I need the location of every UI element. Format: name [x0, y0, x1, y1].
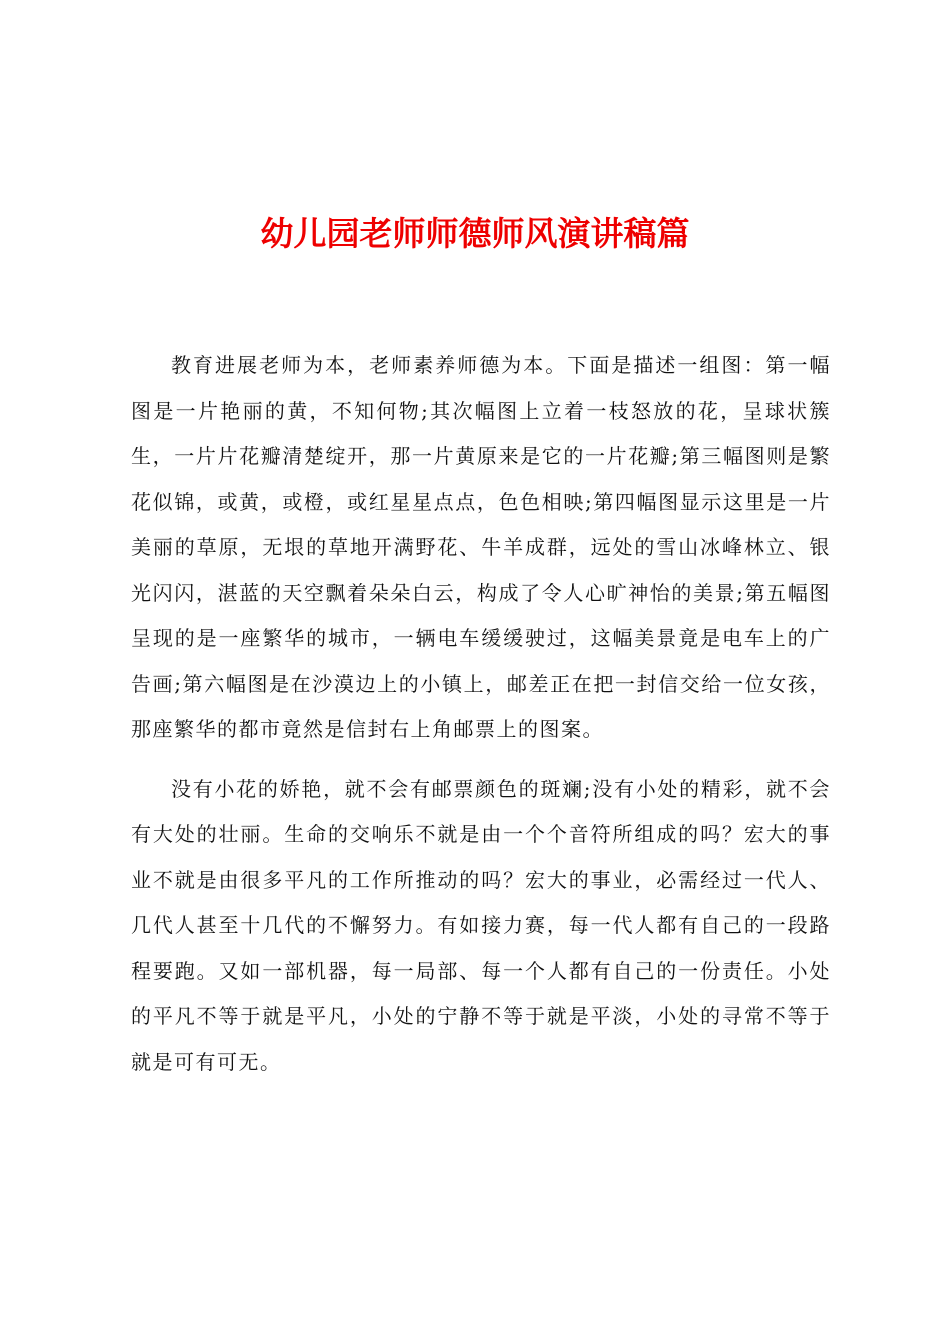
paragraph-2: 没有小花的娇艳，就不会有邮票颜色的斑斓;没有小处的精彩，就不会有大处的壮丽。生命的交响乐不就是由一个个音符所组成的吗？宏大的事业不就是由很多平凡的工作所推动的吗？宏大的事业，必需经过一代人、几代人甚至十几代的不懈努力。有如接力赛，每一代人都有自己的一段路程要跑。又如一部机器，每一局部、每一个人都有自己的一份责任。小处的平凡不等于就是平凡，小处的宁静不等于就是平淡，小处的寻常不等于就是可有可无。 [131, 776, 831, 1074]
paragraph-1: 教育进展老师为本，老师素养师德为本。下面是描述一组图：第一幅图是一片艳丽的黄，不知何物;其次幅图上立着一枝怒放的花，呈球状簇生，一片片花瓣清楚绽开，那一片黄原来是它的一片花瓣;第三幅图则是繁花似锦，或黄，或橙，或红星星点点，色色相映;第四幅图显示这里是一片美丽的草原，无垠的草地开满野花、牛羊成群，远处的雪山冰峰林立、银光闪闪，湛蓝的天空飘着朵朵白云，构成了令人心旷神怡的美景;第五幅图呈现的是一座繁华的城市，一辆电车缓缓驶过，这幅美景竟是电车上的广告画;第六幅图是在沙漠边上的小镇上，邮差正在把一封信交给一位女孩，那座繁华的都市竟然是信封右上角邮票上的图案。 [131, 353, 831, 741]
document-body [131, 343, 831, 1099]
document-title: 幼儿园老师师德师风演讲稿篇 [260, 214, 690, 253]
